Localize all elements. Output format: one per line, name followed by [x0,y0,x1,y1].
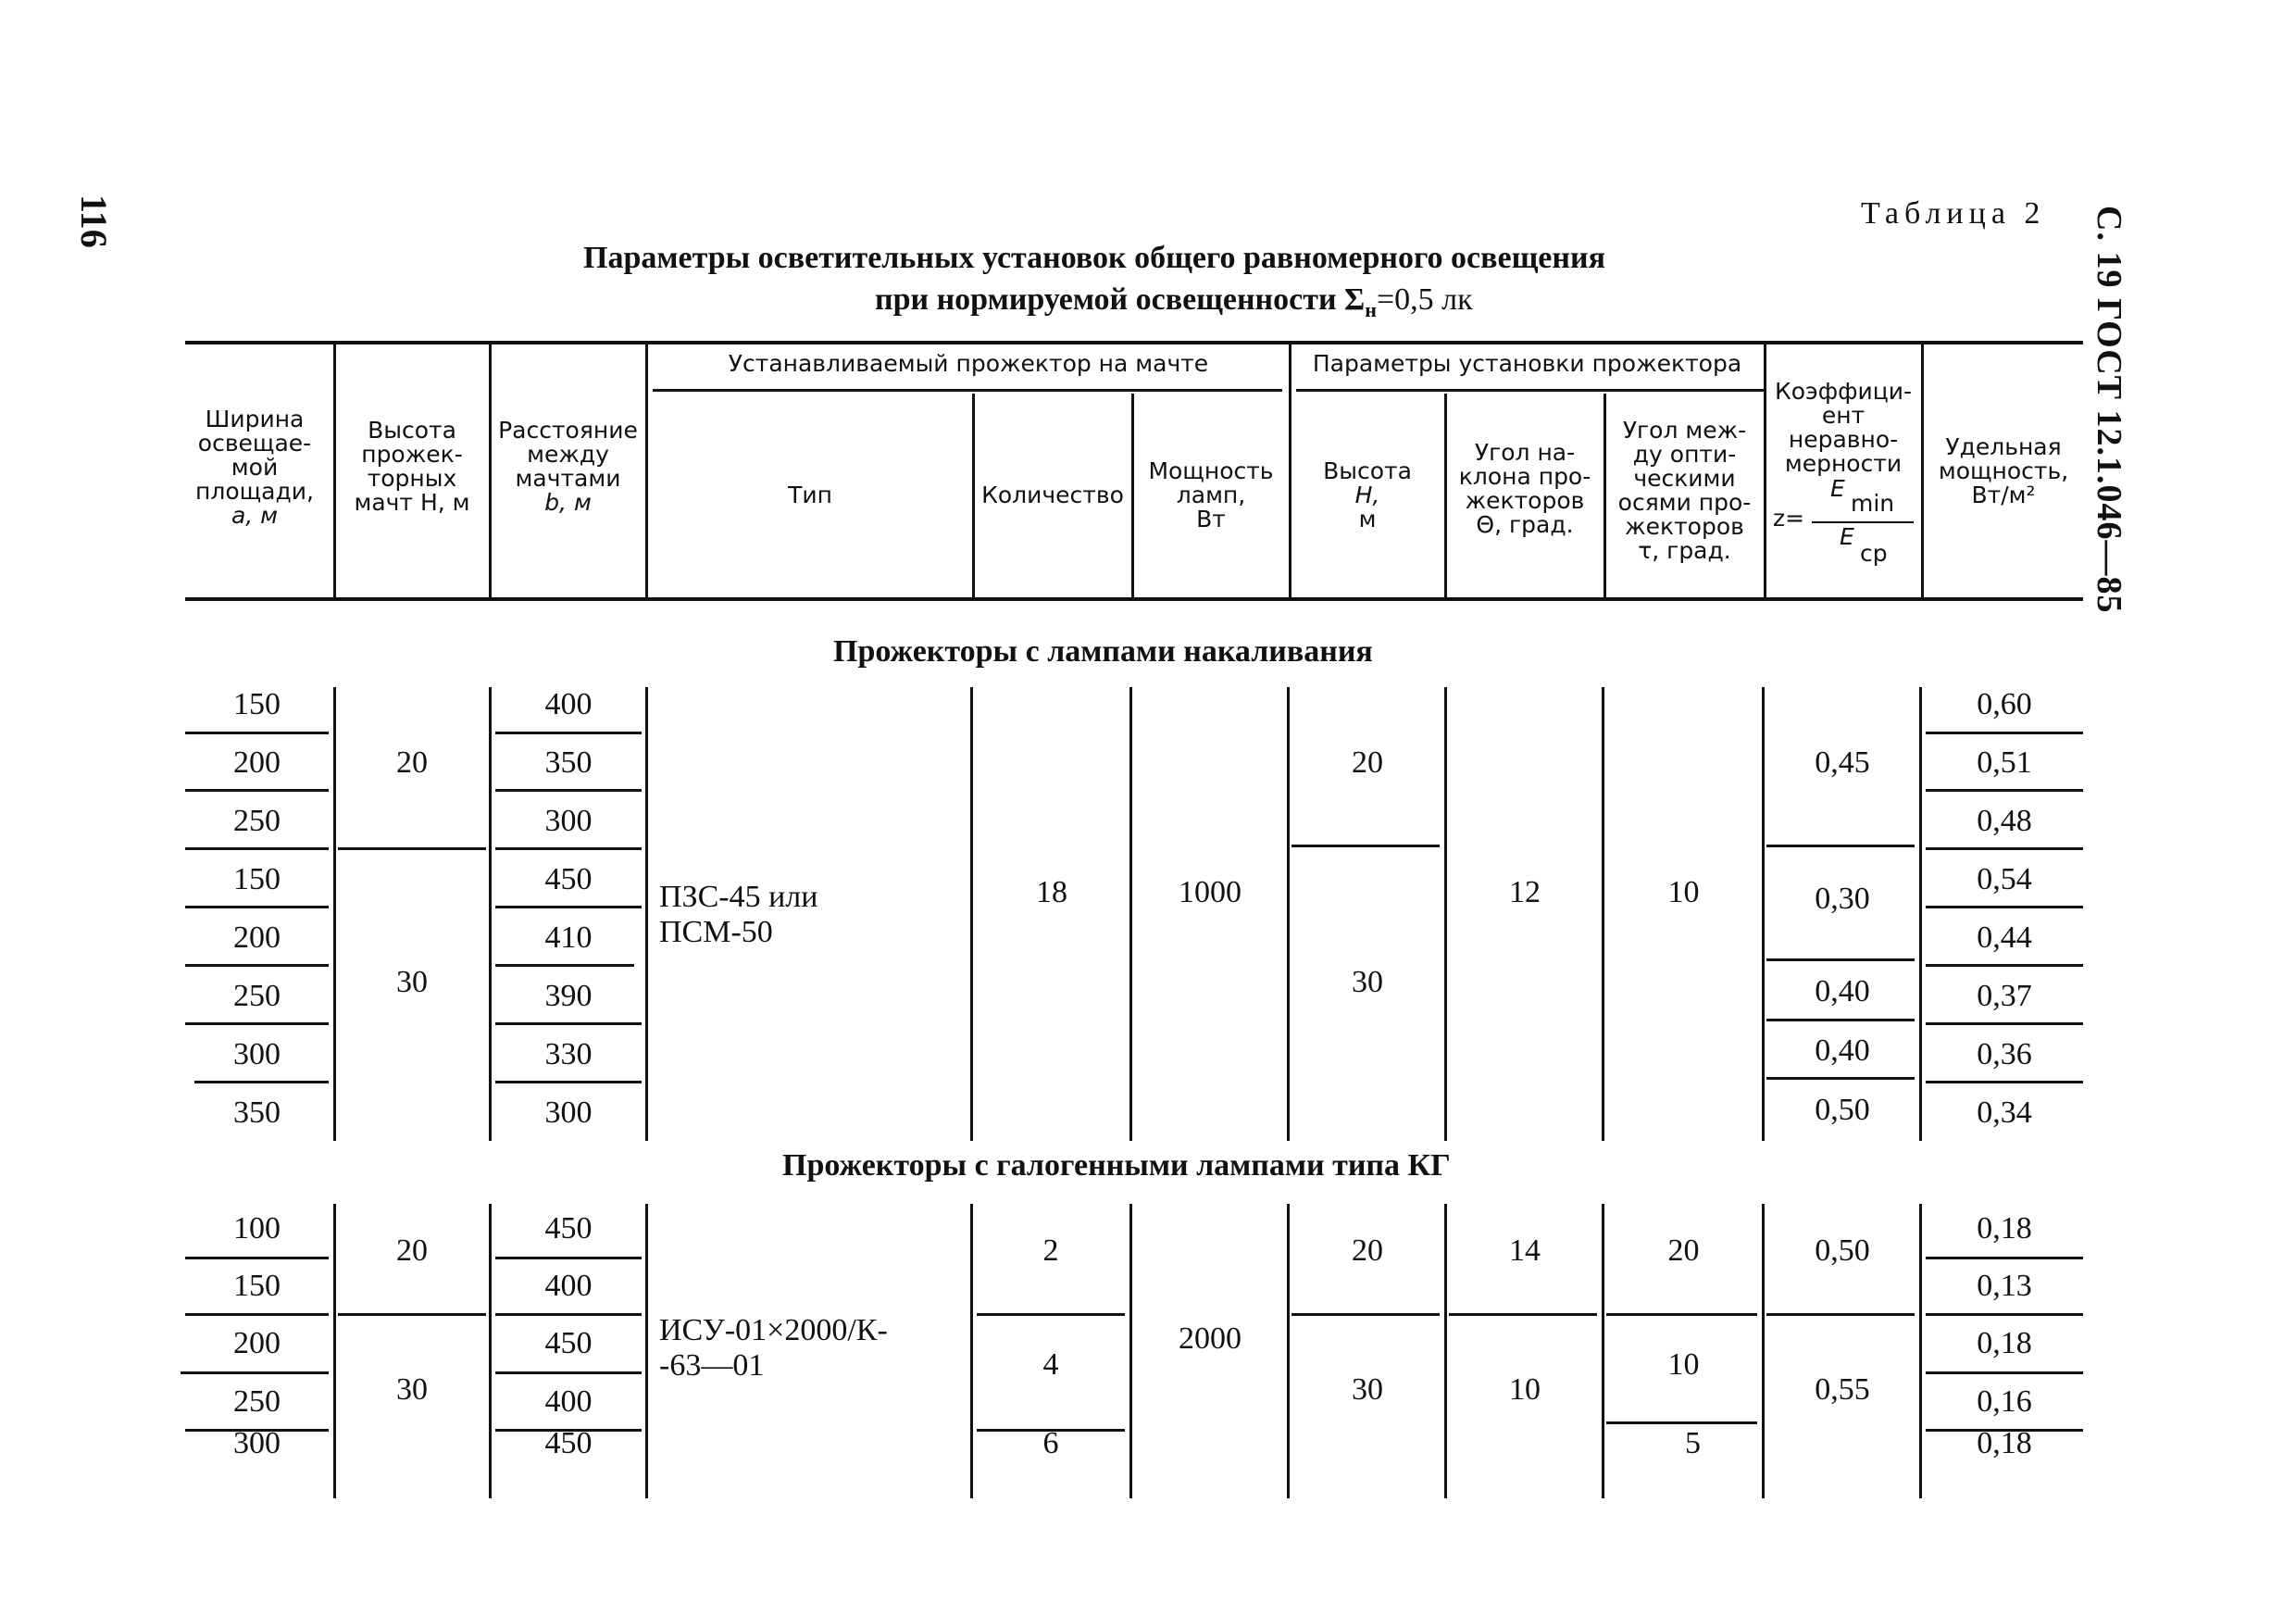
s1-divider [1129,687,1132,1141]
header-height: Высота прожек- торных мачт Н, м [354,417,470,516]
s1-width-cell: 200 [233,920,281,955]
header-mount-height: Высота Н, м [1323,457,1412,532]
s1-width-cell: 150 [233,687,281,721]
header-specific-power: Удельная мощность, Вт/м² [1938,433,2069,508]
s1-height-cell: 30 [396,965,428,999]
s2-axes-angle-cell: 20 [1667,1233,1700,1268]
s2-row-rule [185,1313,329,1316]
s2-divider [1919,1204,1922,1498]
s2-sp-cell: 0,13 [1977,1269,2032,1303]
table-title-line1: Параметры осветительных установок общего равномерного освещения [583,241,1605,275]
header-bottom-rule [185,597,2083,601]
s1-divider [970,687,973,1141]
s1-width-cell: 150 [233,862,281,896]
s2-tilt-cell: 14 [1509,1233,1541,1268]
s1-sp-rule [1926,1022,2083,1025]
s1-tilt-cell: 12 [1509,875,1541,909]
s1-row-rule [185,789,329,792]
s2-type-cell: ИСУ-01×2000/К- -63—01 [659,1313,888,1383]
s1-row-rule [194,1081,329,1083]
s1-width-cell: 350 [233,1095,281,1130]
s1-width-cell: 200 [233,745,281,780]
s1-sp-cell: 0,48 [1977,804,2032,838]
s2-divider [1129,1204,1132,1498]
s1-divider [1919,687,1922,1141]
header-power: Мощность ламп, Вт [1148,457,1274,532]
s2-width-cell: 100 [233,1211,281,1246]
header-divider [645,344,648,597]
s1-row-rule [185,732,329,734]
s2-sp-rule [1926,1371,2083,1374]
s1-dist-rule [495,847,642,850]
s1-divider [1762,687,1765,1141]
page-number: 116 [73,194,115,248]
s2-distance-cell: 400 [544,1384,593,1419]
s2-dist-rule [495,1257,642,1259]
s2-tilt-cell: 10 [1509,1372,1541,1407]
s1-distance-cell: 450 [544,862,593,896]
s2-sp-rule [1926,1257,2083,1259]
s1-dist-rule [495,1022,642,1025]
s1-count-cell: 18 [1036,875,1067,909]
s1-sp-cell: 0,36 [1977,1037,2032,1071]
header-group-projector: Устанавливаемый прожектор на мачте [728,350,1209,377]
s1-coef-cell: 0,40 [1815,974,1870,1008]
s2-divider [1287,1204,1290,1498]
s1-dist-rule [495,964,634,967]
s1-divider [1602,687,1604,1141]
section-title-incandescent: Прожекторы с лампами накаливания [833,634,1373,669]
s2-power-cell: 2000 [1179,1321,1242,1356]
s2-divider [489,1204,492,1498]
s1-row-rule [185,964,329,967]
s2-coef-cell: 0,50 [1815,1233,1870,1268]
s1-height-rule [338,847,486,850]
header-top-rule [185,341,2083,344]
s2-divider [1602,1204,1604,1498]
group1-rule [653,389,1282,392]
s2-sp-rule [1926,1313,2083,1316]
s1-row-rule [185,1022,329,1025]
s2-distance-cell: 450 [544,1326,593,1360]
table-label: Таблица 2 [1861,196,2046,231]
s1-distance-cell: 330 [544,1037,593,1071]
header-width: Ширина освещае- мой площади, а, м [195,406,314,529]
section-title-halogen: Прожекторы с галогенными лампами типа КГ [782,1148,1451,1183]
s2-sp-cell: 0,18 [1977,1426,2032,1460]
header-axes-angle: Угол меж- ду опти- ческими осями про- жекторов τ, град. [1617,417,1752,564]
s2-height-rule [338,1313,486,1316]
s2-coef-cell: 0,55 [1815,1372,1870,1407]
standard-header: С. 19 ГОСТ 12.1.046—85 [2090,206,2128,614]
s1-distance-cell: 300 [544,1095,593,1130]
s1-coef-rule [1766,958,1915,961]
s2-distance-cell: 450 [544,1426,593,1460]
s2-width-cell: 250 [233,1384,281,1419]
s1-divider [1287,687,1290,1141]
s1-distance-cell: 390 [544,979,593,1013]
header-group-installation: Параметры установки прожектора [1312,350,1742,377]
s1-sp-rule [1926,906,2083,908]
s2-tilt-rule [1449,1313,1597,1316]
header-distance: Расстояние между мачтами b, м [498,417,638,516]
s2-sp-cell: 0,18 [1977,1211,2032,1246]
s2-dist-rule [495,1313,642,1316]
s1-height-cell: 20 [396,745,428,780]
s2-mount-height-cell: 30 [1352,1372,1383,1407]
s1-dist-rule [495,732,642,734]
s1-distance-cell: 410 [544,920,593,955]
s1-coef-rule [1766,1019,1915,1021]
s2-mount-height-cell: 20 [1352,1233,1383,1268]
s2-count-cell: 4 [1042,1347,1059,1382]
s2-width-cell: 150 [233,1269,281,1303]
s1-sp-cell: 0,60 [1977,687,2032,721]
s1-coef-cell: 0,50 [1815,1093,1870,1127]
s2-divider [1444,1204,1447,1498]
s1-distance-cell: 300 [544,804,593,838]
s1-divider [645,687,648,1141]
header-coefficient: Коэффици- ент неравно- мерности [1774,378,1913,477]
s1-divider [333,687,336,1141]
s1-distance-cell: 400 [544,687,593,721]
s1-divider [1444,687,1447,1141]
s1-width-cell: 250 [233,804,281,838]
s1-mount-rule [1292,845,1440,847]
s2-height-cell: 30 [396,1372,428,1407]
header-count: Количество [981,482,1124,508]
s2-divider [333,1204,336,1498]
s2-mount-rule [1292,1313,1440,1316]
s2-width-cell: 300 [233,1426,281,1460]
s1-power-cell: 1000 [1179,875,1242,909]
s2-sp-cell: 0,18 [1977,1326,2032,1360]
s2-distance-cell: 450 [544,1211,593,1246]
s1-divider [489,687,492,1141]
s2-row-rule [181,1371,329,1374]
table-title-line2: при нормируемой освещенности $\Sigma_н=0,5$ лк [875,282,1473,321]
s2-width-cell: 200 [233,1326,281,1360]
s1-coef-cell: 0,45 [1815,745,1870,780]
s1-mount-height-cell: 20 [1352,745,1383,780]
s1-coef-rule [1766,845,1915,847]
s1-sp-cell: 0,44 [1977,920,2032,955]
s1-sp-cell: 0,54 [1977,862,2032,896]
s1-sp-rule [1926,1081,2083,1083]
s1-sp-rule [1926,789,2083,792]
s1-dist-rule [495,1081,642,1083]
s2-axes-rule [1606,1313,1757,1316]
s1-type-cell: ПЗС-45 или ПСМ-50 [659,880,818,949]
s1-width-cell: 300 [233,1037,281,1071]
s1-dist-rule [495,789,642,792]
header-type: Тип [788,482,832,508]
s1-sp-cell: 0,34 [1977,1095,2032,1130]
group2-rule [1296,389,1764,392]
s1-sp-cell: 0,51 [1977,745,2032,780]
s1-sp-rule [1926,732,2083,734]
s1-width-cell: 250 [233,979,281,1013]
s2-count-cell: 2 [1042,1233,1059,1268]
s2-count-cell: 6 [1042,1426,1059,1460]
s1-dist-rule [495,906,642,908]
s1-sp-cell: 0,37 [1977,979,2032,1013]
s1-row-rule [185,847,329,850]
s1-sp-rule [1926,847,2083,850]
coefficient-formula: z= E min E ср [1766,477,1921,570]
s1-coef-rule [1766,1077,1915,1080]
s1-distance-cell: 350 [544,745,593,780]
s2-row-rule [185,1257,329,1259]
s2-dist-rule [495,1371,642,1374]
s1-axes-angle-cell: 10 [1667,875,1700,909]
header-tilt: Угол на- клона про- жекторов Θ, град. [1458,439,1591,538]
s1-coef-cell: 0,30 [1815,882,1870,916]
s1-coef-cell: 0,40 [1815,1033,1870,1068]
s2-height-cell: 20 [396,1233,428,1268]
s2-count-rule [977,1313,1125,1316]
s2-divider [645,1204,648,1498]
s2-sp-cell: 0,16 [1977,1384,2032,1419]
s2-divider [970,1204,973,1498]
s2-distance-cell: 400 [544,1269,593,1303]
s2-axes-rule [1606,1421,1757,1424]
s2-axes-angle-cell: 5 [1685,1426,1701,1460]
s1-mount-height-cell: 30 [1352,965,1383,999]
s1-row-rule [185,906,329,908]
s2-coef-rule [1766,1313,1915,1316]
s2-axes-angle-cell: 10 [1667,1347,1700,1382]
s1-sp-rule [1926,964,2083,967]
